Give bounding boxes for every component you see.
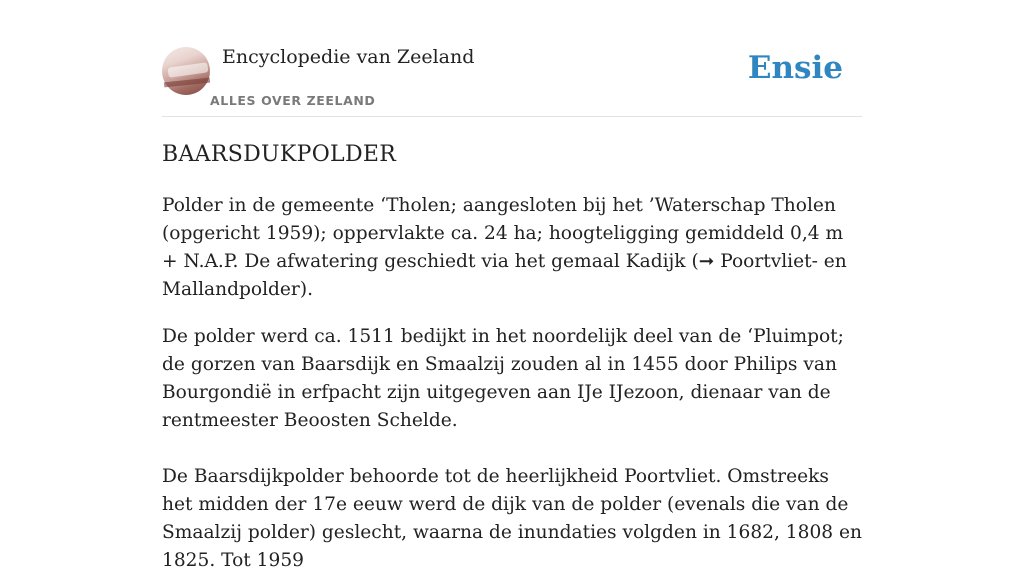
article [162, 140, 862, 575]
avatar-stripe [164, 78, 210, 88]
article-paragraph: De Baarsdijkpolder behoorde tot de heerlijkheid Poortvliet. Omstreeks het midden der 17e eeuw werd de dijk van de polder (evenals die van de Smaalzij polder) geslecht, waarna de inundaties volgden in 1682, 1808 en 1825. Tot 1959 [162, 466, 863, 571]
site-header [162, 40, 862, 117]
article-paragraph: De polder werd ca. 1511 bedijkt in het noordelijk deel van de ‘Pluimpot; de gorzen van Baarsdijk en Smaalzij zouden al in 1455 door Philips van Bourgondië in erfpacht zijn uitgegeven aan IJe IJezoon, dienaar van de rentmeester Beoosten Schelde. [162, 326, 844, 431]
site-name-link[interactable]: Encyclopedie van Zeeland [222, 46, 475, 68]
ensie-logo-link[interactable]: Ensie [747, 50, 843, 86]
article-title: BAARSDUKPOLDER [162, 142, 397, 167]
avatar-highlight [167, 62, 208, 77]
site-tagline: ALLES OVER ZEELAND [210, 93, 376, 108]
site-avatar[interactable] [162, 47, 210, 95]
article-paragraph: Polder in de gemeente ‘Tholen; aangesloten bij het ’Waterschap Tholen (opgericht 1959); oppervlakte ca. 24 ha; hoogteligging gemiddeld 0,4 m + N.A.P. De afwatering geschiedt via het gemaal Kadijk (➞ Poortvliet- en Mallandpolder). [162, 195, 847, 300]
